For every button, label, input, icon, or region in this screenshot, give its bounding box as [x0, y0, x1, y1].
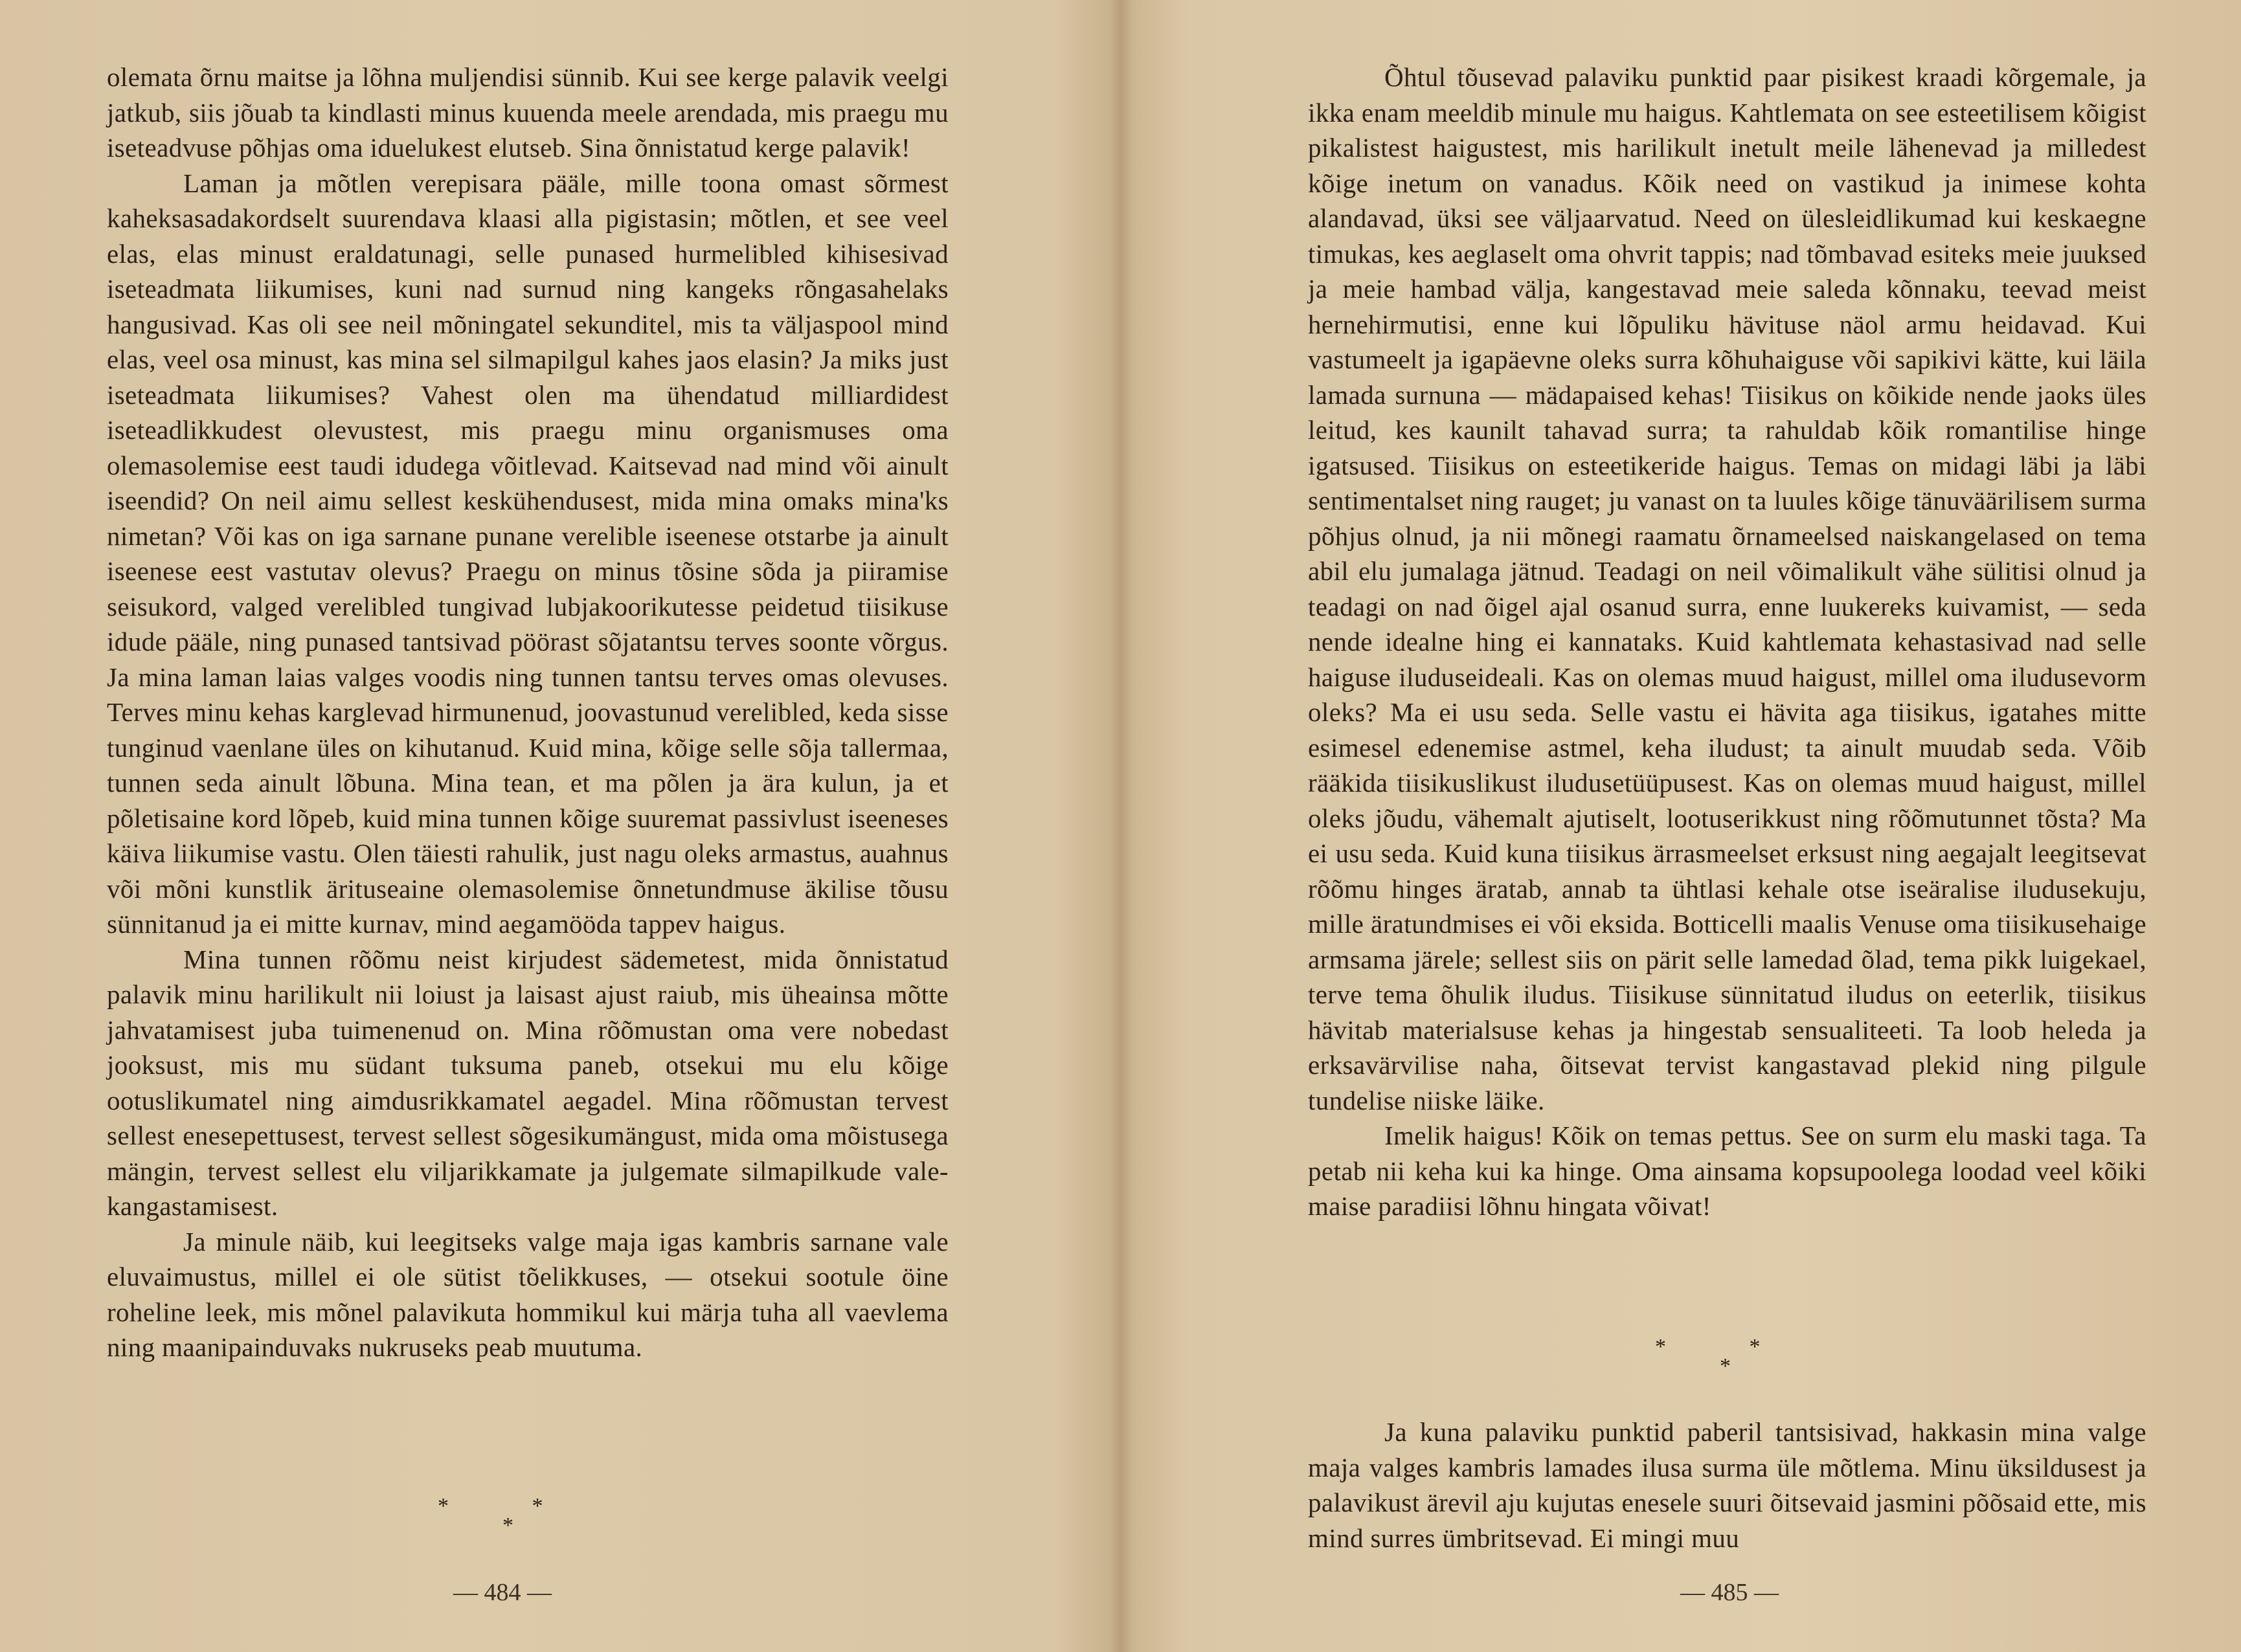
- paragraph: Õhtul tõusevad palaviku punktid paar pisikest kraadi kõrgemale, ja ikka enam meeldib minule mu haigus. Kahtlemata on see esteetilisem kõigist pikalistest haigustest, mis harilikult inetult meile lähenevad ja milledest kõige inetum on vanadus. Kõik need on vastikud ja inimese kohta alandavad, üksi see väljaarvatud. Need on ülesleidlikumad kui keskaegne timukas, kes aeglaselt oma ohvrit tappis; nad tõmbavad esiteks meie juuksed ja meie hambad välja, kangestavad meie saleda kõnnaku, teevad meist hernehirmutisi, enne kui lõpuliku hävituse näol armu heidavad. Kui vastumeelt ja igapäevne oleks surra kõhuhaiguse või sapikivi kätte, kui läila lamada surnuna — mädapaised kehas! Tiisikus on kõikide nende jaoks üles leitud, kes kaunilt tahavad surra; ta rahuldab kõik romantilise hinge igatsused. Tiisikus on esteetikeride haigus. Temas on midagi läbi ja läbi sentimentalset ning rauget; ju vanast on ta luules kõige tänuväärilisem surma põhjus olnud, ja nii mõnegi raamatu õrnameelsed naiskangelased on tema abil elu jumalaga jätnud. Teadagi on neil võimalikult vähe sülitisi olnud ja teadagi on nad õigel ajal osanud surra, enne luukereks kuivamist, — seda nende idealne hing ei kannataks. Kuid kahtlemata kehastasivad nad selle haiguse iluduseideali. Kas on olemas muud haigust, millel oma iludusevorm oleks? Ma ei usu seda. Selle vastu ei hävita aga tiisikus, igatahes mitte esimesel edenemise astmel, keha iludust; ta ainult muudab seda. Võib rääkida tiisikuslikust iludusetüüpusest. Kas on olemas muud haigust, millel oleks jõudu, vähemalt ajutiselt, lootuserikkust ning rõõmutunnet tõsta? Ma ei usu seda. Kuid kuna tiisikus ärrasmeelset erksust ning aegajalt leegitsevat rõõmu hinges äratab, annab ta ühtlasi kehale otse iseäralise iludusekuju, mille äratundmises ei või eksida. Botticelli maalis Venuse oma tiisikusehaige armsama järele; sellest siis on pärit selle lamedad õlad, tema pikk luigekael, terve tema õhulik iludus. Tiisikuse sünnitatud iludus on eeterlik, tiisikus hävitab materialsuse kehas ja hingestab sensualiteeti. Ta loob heleda ja erksavärvilise naha, õitsevat tervist kangastavad plekid ning pilgule tundelise niiske läike.: [1308, 62, 2146, 1115]
- paragraph: olemata õrnu maitse ja lõhna muljendisi sünnib. Kui see kerge palavik veelgi jatkub, siis jõuab ta kindlasti minus kuuenda meele arendada, mis praegu mu iseteadvuse põhjas oma iduelukest elutseb. Sina õnnistatud kerge palavik!: [107, 62, 949, 162]
- section-ornament-bottom: *: [1720, 1354, 1770, 1378]
- right-page-text: [1308, 60, 2146, 1224]
- paragraph: Ja minule näib, kui leegitseks valge maja igas kambris sarnane vale eluvaimustus, millel ei ole sütist tõelikkuses, — otsekui sootule öine roheline leek, mis mõnel palavikuta hommikul kui märja tuha all vaevlema ning maanipainduvaks nukruseks peab muutuma.: [107, 1226, 949, 1362]
- left-page-text: [107, 60, 949, 1365]
- paragraph: Imelik haigus! Kõik on temas pettus. See on surm elu maski taga. Ta petab nii keha kui ka hinge. Oma ainsama kopsupoolega loodad veel kõiki maise paradiisi lõhnu hingata võivat!: [1308, 1121, 2146, 1221]
- right-page-continuation: [1308, 1414, 2146, 1556]
- page-number: — 484 —: [453, 1579, 552, 1606]
- paragraph: Laman ja mõtlen verepisara pääle, mille toona omast sõrmest kaheksasadakordselt suurendava klaasi alla pigistasin; mõtlen, et see veel elas, elas minust eraldatunagi, selle punased hurmelibled kihisesivad iseteadmata liikumises, kuni nad surnud ning kangeks rõngasahelaks hangusivad. Kas oli see neil mõningatel sekunditel, mis ta väljaspool mind elas, veel osa minust, kas mina sel silmapilgul kahes jaos elasin? Ja miks just iseteadmata liikumises? Vahest olen ma ühendatud milliardidest iseteadlikkudest olevustest, mis praegu minu organismuses oma olemasolemise eest taudi idudega võitlevad. Kaitsevad nad mind või ainult iseendid? On neil aimu sellest keskühendusest, mida mina omaks mina'ks nimetan? Või kas on iga sarnane punane verelible iseenese otstarbe ja ainult iseenese eest vastutav olevus? Praegu on minus tõsine sõda ja piiramise seisukord, valged verelibled tungivad lubjakoorikutesse peidetud tiisikuse idude pääle, ning punased tantsivad pöörast sõjatantsu terves soonte võrgus. Ja mina laman laias valges voodis ning tunnen tantsu terves omas olevuses. Terves minu kehas karglevad hirmunenud, joovastunud verelibled, keda sisse tunginud vaenlane üles on kihutanud. Kuid mina, kõige selle sõja tallermaa, tunnen seda ainult lõbuna. Mina tean, et ma põlen ja ära kulun, ja et põletisaine kord lõpeb, kuid mina tunnen kõige suuremat passivlust iseeneses käiva liikumise vastu. Olen täiesti rahulik, just nagu oleks armastus, auahnus või mõni kunstlik ärituseaine olemasolemise õnnetundmuse äkilise tõusu sünnitanud ja ei mitte kurnav, mind aegamööda tappev haigus.: [107, 168, 949, 939]
- section-ornament-top: * *: [438, 1494, 582, 1518]
- paragraph: Mina tunnen rõõmu neist kirjudest sädemetest, mida õnnistatud palavik minu harilikult nii loiust ja laisast ajust raiub, mis üheainsa mõtte jahvatamisest juba tuimenenud on. Mina rõõmustan oma vere nobedast jooksust, mis mu südant tuksuma paneb, otsekui mu elu kõige ootuslikumatel ning aimdusrikkamatel aegadel. Mina rõõmustan tervest sellest enesepettusest, tervest sellest sõgesikumängust, mida oma mõistusega mängin, tervest sellest elu viljarikkamate ja julgemate silmapilkude vale-kangastamisest.: [107, 944, 949, 1221]
- section-ornament-bottom: *: [502, 1513, 552, 1537]
- paragraph: Ja kuna palaviku punktid paberil tantsisivad, hakkasin mina valge maja valges kambris lamades ilusa surma üle mõtlema. Minu üksildusest ja palavikust ärevil aju kujutas enesele suuri õitsevaid jasmini põõsaid ette, mis mind surres ümbritsevad. Ei mingi muu: [1308, 1417, 2146, 1553]
- section-ornament-top: * *: [1655, 1335, 1799, 1359]
- right-page: [1125, 0, 2241, 1652]
- page-number: — 485 —: [1680, 1579, 1779, 1606]
